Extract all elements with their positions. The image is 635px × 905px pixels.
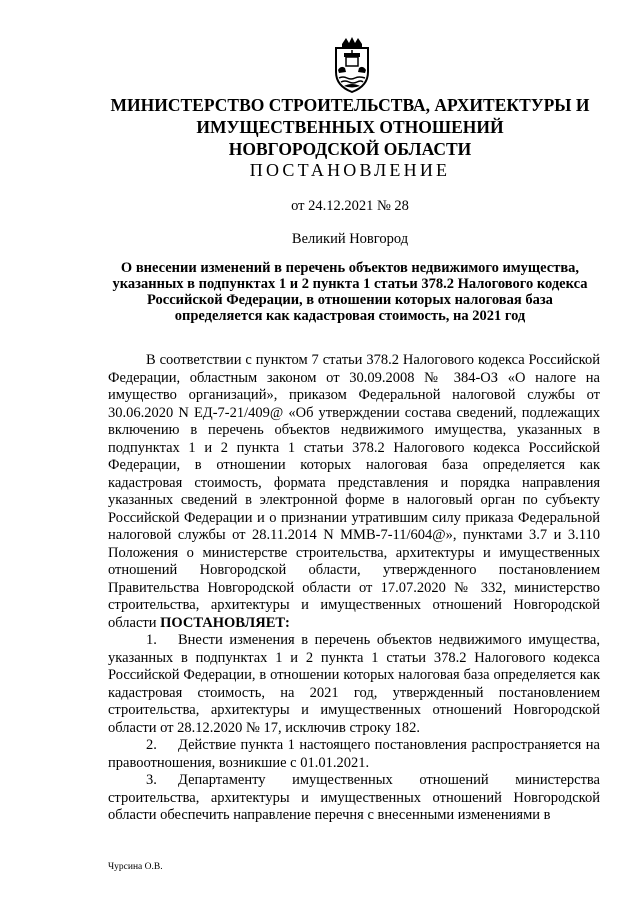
ministry-title-line-1: МИНИСТЕРСТВО СТРОИТЕЛЬСТВА, АРХИТЕКТУРЫ И (110, 95, 590, 115)
document-subject (85, 260, 615, 324)
resolves-keyword: ПОСТАНОВЛЯЕТ: (160, 614, 290, 631)
ministry-title-line-2: ИМУЩЕСТВЕННЫХ ОТНОШЕНИЙ (196, 117, 504, 137)
item-number: 3. (146, 772, 157, 788)
preamble-text: В соответствии с пунктом 7 статьи 378.2 Налогового кодекса Российской Федерации, областным законом от 30.09.2008 № 384-ОЗ «О налоге на имущество организаций», приказом Федеральной налоговой службы от 30.06.2020 N ЕД-7-21/409@ «Об утверждении состава сведений, подлежащих включению в перечень объектов недвижимого имущества, указанных в подпунктах 1 и 2 пункта 1 статьи 378.2 Налогового кодекса Российской Федерации, в отношении которых налоговая база определяется как кадастровая стоимость, формата представления и порядка направления указанных сведений в электронной форме в налоговый орган по субъекту Российской Федерации и о признании утратившим силу приказа Федеральной налоговой службы от 28.11.2014 N ММВ-7-11/604@», пунктами 3.7 и 3.110 Положения о министерстве строительства, архитектуры и имущественных отношений Новгородской области, утвержденного постановлением Правительства Новгородской области от 17.07.2020 № 332, министерство строительства, архитектуры и имущественных отношений Новгородской области (108, 352, 600, 631)
subject-line-2: указанных в подпунктах 1 и 2 пункта 1 статьи 378.2 Налогового кодекса (112, 276, 588, 292)
list-item (108, 632, 600, 737)
subject-line-1: О внесении изменений в перечень объектов недвижимого имущества, (120, 260, 580, 276)
item-number: 2. (146, 737, 157, 753)
novgorod-coat-of-arms-icon (330, 36, 374, 94)
item-text: Департаменту имущественных отношений министерства строительства, архитектуры и имущественных отношений Новгородской области обеспечить направление перечня с внесенными изменениями в (108, 772, 600, 823)
document-body (108, 352, 600, 825)
document-type: ПОСТАНОВЛЕНИЕ (249, 160, 451, 180)
ministry-title (100, 94, 600, 160)
list-item (108, 737, 600, 772)
ministry-title-line-3: НОВГОРОДСКОЙ ОБЛАСТИ (228, 139, 472, 159)
date-number: от 24.12.2021 № 28 (291, 198, 409, 214)
signer-name: Чурсина О.В. (108, 862, 163, 872)
item-text: Действие пункта 1 настоящего постановления распространяется на правоотношения, возникшие с 01.01.2021. (108, 737, 600, 771)
item-number: 1. (146, 632, 157, 648)
subject-line-3: Российской Федерации, в отношении которых налоговая база (147, 292, 553, 308)
item-text: Внести изменения в перечень объектов недвижимого имущества, указанных в подпунктах 1 и 2 пункта 1 статьи 378.2 Налогового кодекса Российской Федерации, в отношении которых налоговая база определяется как кадастровая стоимость, на 2021 год, утвержденный постановлением строительства, архитектуры и имущественных отношений Новгородской области от 28.12.2020 № 17, исключив строку 182. (108, 632, 600, 736)
preamble-paragraph (108, 352, 600, 632)
city: Великий Новгород (291, 231, 409, 247)
subject-line-4: определяется как кадастровая стоимость, на 2021 год (174, 308, 526, 324)
list-item (108, 772, 600, 825)
